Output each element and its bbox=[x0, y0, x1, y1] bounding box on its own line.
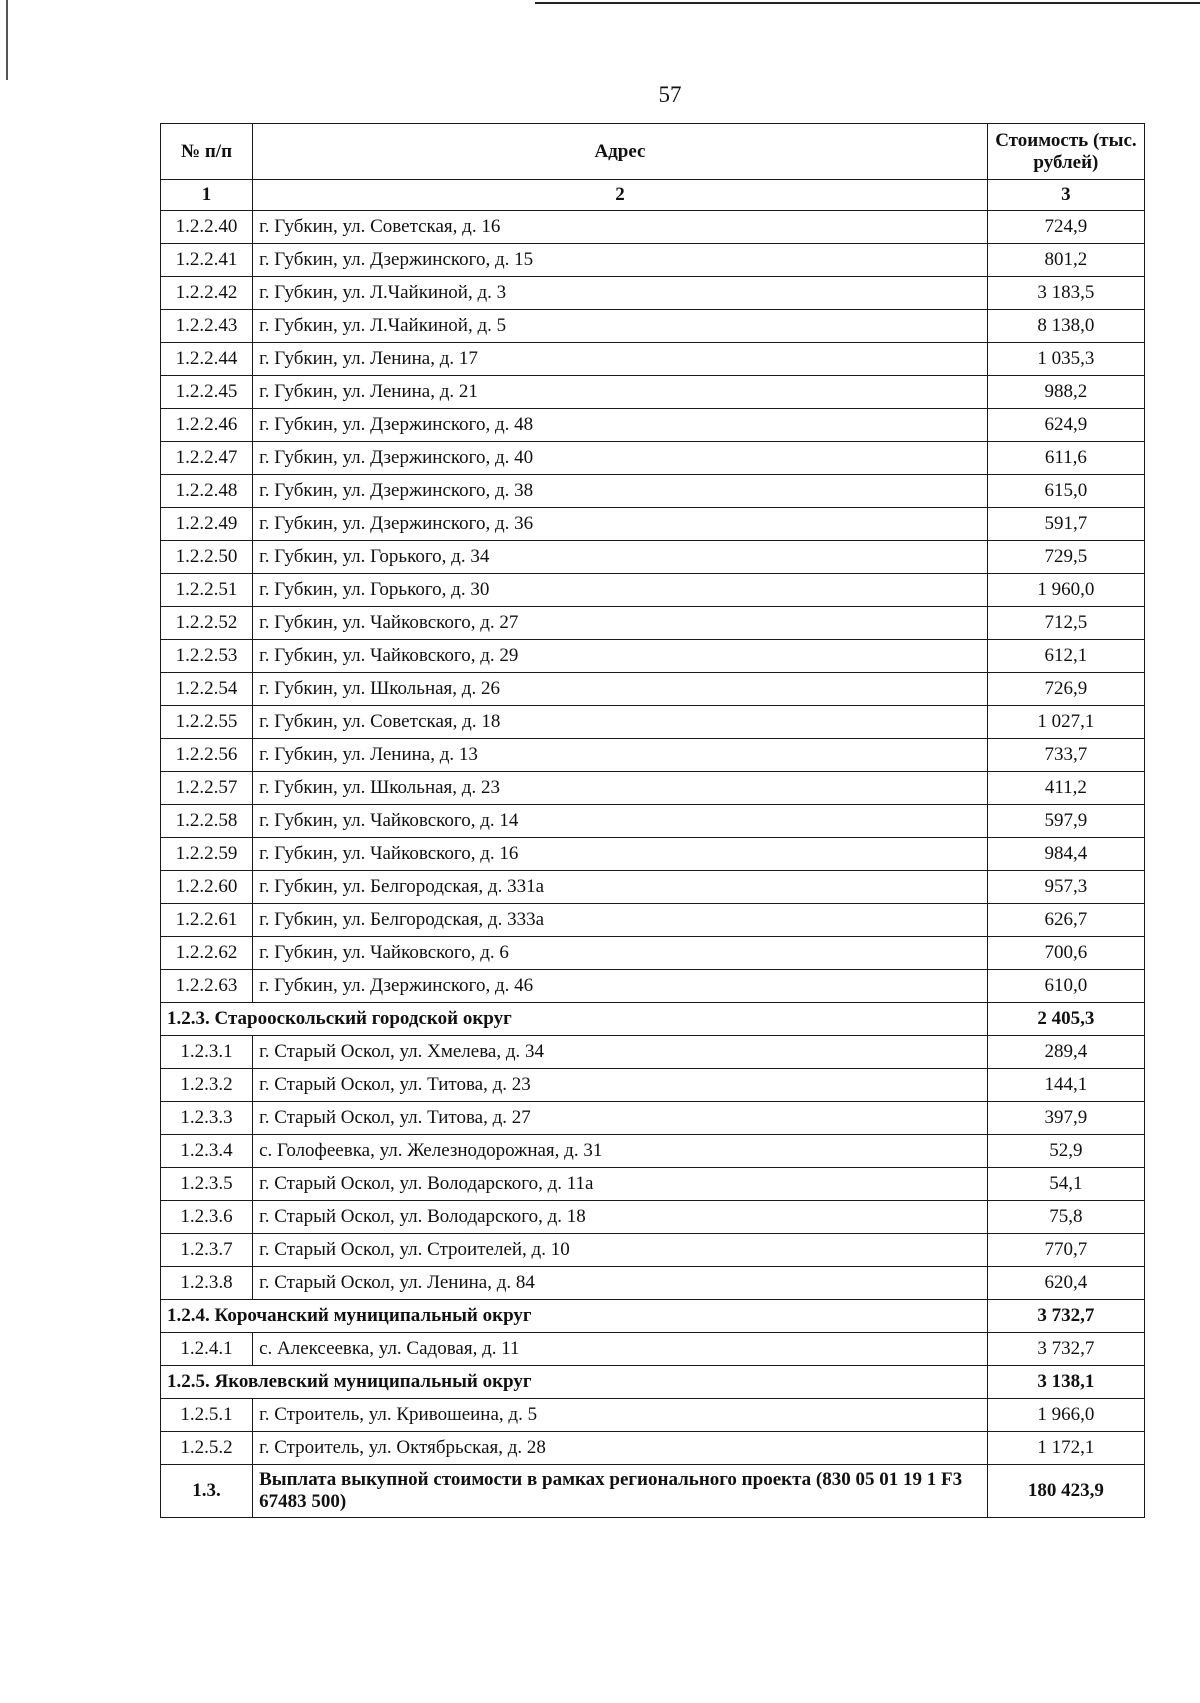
row-address: г. Губкин, ул. Ленина, д. 21 bbox=[253, 376, 988, 409]
column-index: 2 bbox=[253, 180, 988, 211]
row-number: 1.2.2.40 bbox=[161, 211, 253, 244]
table-row bbox=[161, 1399, 1145, 1432]
table-row bbox=[161, 211, 1145, 244]
row-cost: 1 960,0 bbox=[987, 574, 1144, 607]
row-address: г. Губкин, ул. Чайковского, д. 29 bbox=[253, 640, 988, 673]
row-number: 1.2.2.63 bbox=[161, 970, 253, 1003]
row-cost: 729,5 bbox=[987, 541, 1144, 574]
table-row bbox=[161, 640, 1145, 673]
row-number: 1.2.2.45 bbox=[161, 376, 253, 409]
table-row bbox=[161, 937, 1145, 970]
row-address: г. Губкин, ул. Л.Чайкиной, д. 5 bbox=[253, 310, 988, 343]
row-number: 1.2.5.2 bbox=[161, 1432, 253, 1465]
table-row bbox=[161, 805, 1145, 838]
table-row bbox=[161, 1432, 1145, 1465]
table-row bbox=[161, 244, 1145, 277]
row-cost: 611,6 bbox=[987, 442, 1144, 475]
table-row bbox=[161, 607, 1145, 640]
table-row bbox=[161, 442, 1145, 475]
row-address: г. Губкин, ул. Горького, д. 30 bbox=[253, 574, 988, 607]
row-address: г. Губкин, ул. Дзержинского, д. 38 bbox=[253, 475, 988, 508]
row-address: г. Старый Оскол, ул. Титова, д. 27 bbox=[253, 1102, 988, 1135]
row-number: 1.2.2.57 bbox=[161, 772, 253, 805]
row-number: 1.2.2.48 bbox=[161, 475, 253, 508]
table-row bbox=[161, 871, 1145, 904]
row-number: 1.2.2.58 bbox=[161, 805, 253, 838]
row-address: г. Губкин, ул. Ленина, д. 17 bbox=[253, 343, 988, 376]
row-number: 1.2.2.59 bbox=[161, 838, 253, 871]
table-row bbox=[161, 277, 1145, 310]
section-title: 1.2.5. Яковлевский муниципальный округ bbox=[161, 1366, 988, 1399]
row-address: г. Губкин, ул. Дзержинского, д. 48 bbox=[253, 409, 988, 442]
row-address: г. Губкин, ул. Советская, д. 18 bbox=[253, 706, 988, 739]
row-address: г. Губкин, ул. Чайковского, д. 6 bbox=[253, 937, 988, 970]
table-row bbox=[161, 1267, 1145, 1300]
row-cost: 612,1 bbox=[987, 640, 1144, 673]
column-index-row bbox=[161, 180, 1145, 211]
row-address: г. Губкин, ул. Дзержинского, д. 36 bbox=[253, 508, 988, 541]
row-cost: 726,9 bbox=[987, 673, 1144, 706]
table-row bbox=[161, 970, 1145, 1003]
row-cost: 3 183,5 bbox=[987, 277, 1144, 310]
row-number: 1.2.2.46 bbox=[161, 409, 253, 442]
row-number: 1.2.3.6 bbox=[161, 1201, 253, 1234]
row-address: г. Губкин, ул. Белгородская, д. 331а bbox=[253, 871, 988, 904]
table-row bbox=[161, 343, 1145, 376]
table-row bbox=[161, 1168, 1145, 1201]
column-index: 1 bbox=[161, 180, 253, 211]
row-address: г. Губкин, ул. Чайковского, д. 14 bbox=[253, 805, 988, 838]
row-number: 1.2.3.3 bbox=[161, 1102, 253, 1135]
row-number: 1.2.2.55 bbox=[161, 706, 253, 739]
row-address: г. Губкин, ул. Чайковского, д. 16 bbox=[253, 838, 988, 871]
row-cost: 54,1 bbox=[987, 1168, 1144, 1201]
table-row bbox=[161, 739, 1145, 772]
section-title: 1.2.3. Старооскольский городской округ bbox=[161, 1003, 988, 1036]
table-row bbox=[161, 508, 1145, 541]
table-row bbox=[161, 376, 1145, 409]
row-cost: 984,4 bbox=[987, 838, 1144, 871]
table-row bbox=[161, 706, 1145, 739]
row-number: 1.2.3.4 bbox=[161, 1135, 253, 1168]
table-row bbox=[161, 1333, 1145, 1366]
row-number: 1.2.3.2 bbox=[161, 1069, 253, 1102]
row-address: с. Голофеевка, ул. Железнодорожная, д. 31 bbox=[253, 1135, 988, 1168]
row-cost: 770,7 bbox=[987, 1234, 1144, 1267]
header-address: Адрес bbox=[253, 124, 988, 180]
row-address: Выплата выкупной стоимости в рамках регионального проекта (830 05 01 19 1 F3 67483 500) bbox=[253, 1465, 988, 1518]
row-address: г. Губкин, ул. Советская, д. 16 bbox=[253, 211, 988, 244]
row-number: 1.2.3.8 bbox=[161, 1267, 253, 1300]
row-cost: 1 027,1 bbox=[987, 706, 1144, 739]
row-number: 1.2.2.62 bbox=[161, 937, 253, 970]
row-number: 1.2.2.41 bbox=[161, 244, 253, 277]
row-number: 1.2.3.5 bbox=[161, 1168, 253, 1201]
row-address: г. Губкин, ул. Белгородская, д. 333а bbox=[253, 904, 988, 937]
row-address: г. Старый Оскол, ул. Строителей, д. 10 bbox=[253, 1234, 988, 1267]
row-number: 1.2.5.1 bbox=[161, 1399, 253, 1432]
summary-row bbox=[161, 1465, 1145, 1518]
cost-table bbox=[160, 123, 1145, 1518]
section-total: 3 138,1 bbox=[987, 1366, 1144, 1399]
section-title: 1.2.4. Корочанский муниципальный округ bbox=[161, 1300, 988, 1333]
row-address: г. Старый Оскол, ул. Хмелева, д. 34 bbox=[253, 1036, 988, 1069]
row-address: г. Строитель, ул. Октябрьская, д. 28 bbox=[253, 1432, 988, 1465]
section-row bbox=[161, 1300, 1145, 1333]
scan-edge-line bbox=[535, 2, 1200, 4]
row-cost: 724,9 bbox=[987, 211, 1144, 244]
row-address: г. Губкин, ул. Школьная, д. 23 bbox=[253, 772, 988, 805]
row-cost: 1 035,3 bbox=[987, 343, 1144, 376]
row-number: 1.2.2.61 bbox=[161, 904, 253, 937]
row-cost: 610,0 bbox=[987, 970, 1144, 1003]
row-address: г. Старый Оскол, ул. Титова, д. 23 bbox=[253, 1069, 988, 1102]
table-row bbox=[161, 409, 1145, 442]
row-number: 1.2.4.1 bbox=[161, 1333, 253, 1366]
table-row bbox=[161, 838, 1145, 871]
row-cost: 733,7 bbox=[987, 739, 1144, 772]
table-row bbox=[161, 475, 1145, 508]
table-row bbox=[161, 1102, 1145, 1135]
section-total: 2 405,3 bbox=[987, 1003, 1144, 1036]
row-address: г. Старый Оскол, ул. Володарского, д. 11а bbox=[253, 1168, 988, 1201]
row-number: 1.2.2.43 bbox=[161, 310, 253, 343]
row-address: г. Губкин, ул. Ленина, д. 13 bbox=[253, 739, 988, 772]
table-row bbox=[161, 673, 1145, 706]
row-address: с. Алексеевка, ул. Садовая, д. 11 bbox=[253, 1333, 988, 1366]
row-cost: 1 966,0 bbox=[987, 1399, 1144, 1432]
row-cost: 1 172,1 bbox=[987, 1432, 1144, 1465]
section-row bbox=[161, 1366, 1145, 1399]
table-row bbox=[161, 310, 1145, 343]
row-cost: 988,2 bbox=[987, 376, 1144, 409]
row-cost: 957,3 bbox=[987, 871, 1144, 904]
row-cost: 626,7 bbox=[987, 904, 1144, 937]
row-address: г. Губкин, ул. Л.Чайкиной, д. 3 bbox=[253, 277, 988, 310]
row-cost: 801,2 bbox=[987, 244, 1144, 277]
row-cost: 700,6 bbox=[987, 937, 1144, 970]
row-cost: 52,9 bbox=[987, 1135, 1144, 1168]
row-address: г. Старый Оскол, ул. Ленина, д. 84 bbox=[253, 1267, 988, 1300]
scan-edge-line bbox=[6, 0, 8, 80]
row-number: 1.2.2.51 bbox=[161, 574, 253, 607]
row-cost: 591,7 bbox=[987, 508, 1144, 541]
row-number: 1.2.3.7 bbox=[161, 1234, 253, 1267]
header-cost: Стоимость (тыс. рублей) bbox=[987, 124, 1144, 180]
row-cost: 3 732,7 bbox=[987, 1333, 1144, 1366]
section-total: 3 732,7 bbox=[987, 1300, 1144, 1333]
table-row bbox=[161, 541, 1145, 574]
row-cost: 144,1 bbox=[987, 1069, 1144, 1102]
row-number: 1.3. bbox=[161, 1465, 253, 1518]
row-cost: 8 138,0 bbox=[987, 310, 1144, 343]
row-address: г. Губкин, ул. Школьная, д. 26 bbox=[253, 673, 988, 706]
table-row bbox=[161, 1036, 1145, 1069]
section-row bbox=[161, 1003, 1145, 1036]
column-index: 3 bbox=[987, 180, 1144, 211]
row-cost: 180 423,9 bbox=[987, 1465, 1144, 1518]
table-row bbox=[161, 1135, 1145, 1168]
row-number: 1.2.2.44 bbox=[161, 343, 253, 376]
row-address: г. Губкин, ул. Дзержинского, д. 15 bbox=[253, 244, 988, 277]
row-number: 1.2.2.49 bbox=[161, 508, 253, 541]
header-number: № п/п bbox=[161, 124, 253, 180]
table-header-row bbox=[161, 124, 1145, 180]
page-number: 57 bbox=[658, 82, 682, 107]
row-cost: 411,2 bbox=[987, 772, 1144, 805]
row-cost: 397,9 bbox=[987, 1102, 1144, 1135]
table-row bbox=[161, 1069, 1145, 1102]
row-cost: 620,4 bbox=[987, 1267, 1144, 1300]
row-cost: 615,0 bbox=[987, 475, 1144, 508]
table-row bbox=[161, 1201, 1145, 1234]
row-cost: 289,4 bbox=[987, 1036, 1144, 1069]
row-number: 1.2.2.60 bbox=[161, 871, 253, 904]
row-number: 1.2.2.52 bbox=[161, 607, 253, 640]
row-number: 1.2.2.54 bbox=[161, 673, 253, 706]
row-cost: 75,8 bbox=[987, 1201, 1144, 1234]
row-cost: 712,5 bbox=[987, 607, 1144, 640]
row-address: г. Старый Оскол, ул. Володарского, д. 18 bbox=[253, 1201, 988, 1234]
row-address: г. Губкин, ул. Дзержинского, д. 46 bbox=[253, 970, 988, 1003]
row-cost: 624,9 bbox=[987, 409, 1144, 442]
row-number: 1.2.2.42 bbox=[161, 277, 253, 310]
row-number: 1.2.2.53 bbox=[161, 640, 253, 673]
table-row bbox=[161, 904, 1145, 937]
row-number: 1.2.3.1 bbox=[161, 1036, 253, 1069]
table-row bbox=[161, 772, 1145, 805]
row-cost: 597,9 bbox=[987, 805, 1144, 838]
table-row bbox=[161, 574, 1145, 607]
row-number: 1.2.2.50 bbox=[161, 541, 253, 574]
row-address: г. Губкин, ул. Дзержинского, д. 40 bbox=[253, 442, 988, 475]
row-number: 1.2.2.56 bbox=[161, 739, 253, 772]
row-address: г. Губкин, ул. Чайковского, д. 27 bbox=[253, 607, 988, 640]
row-number: 1.2.2.47 bbox=[161, 442, 253, 475]
table-row bbox=[161, 1234, 1145, 1267]
row-address: г. Строитель, ул. Кривошеина, д. 5 bbox=[253, 1399, 988, 1432]
row-address: г. Губкин, ул. Горького, д. 34 bbox=[253, 541, 988, 574]
